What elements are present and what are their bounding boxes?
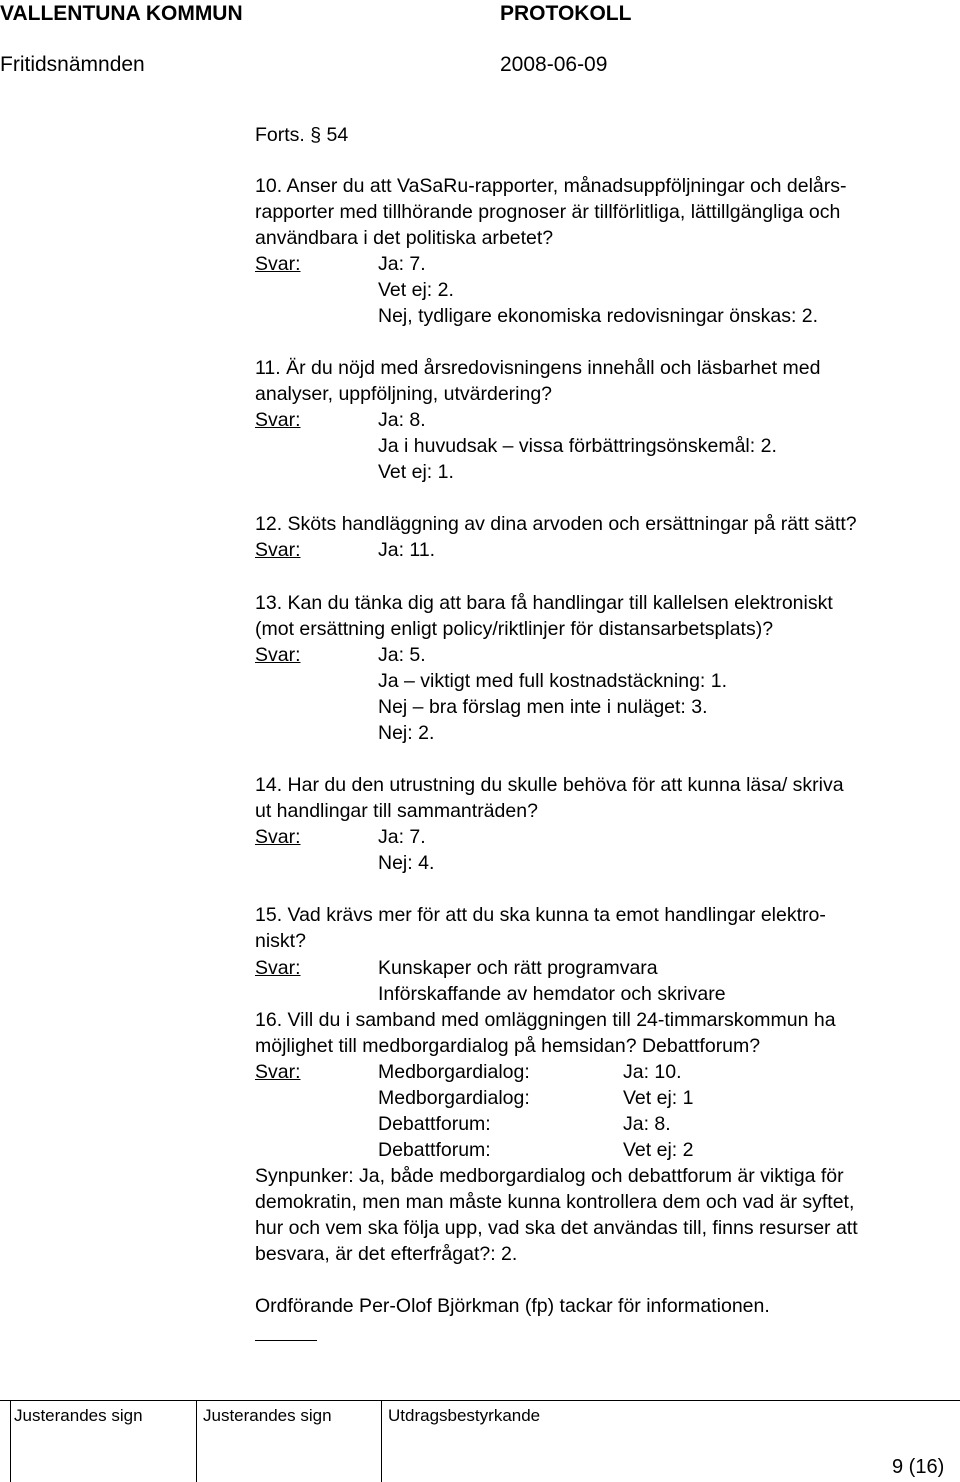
q16-row-label: Debattforum: (378, 1139, 491, 1161)
footer-extract: Utdragsbestyrkande (388, 1406, 541, 1425)
footer-cell-border (381, 1401, 382, 1482)
q12-text-line-1: 12. Sköts handläggning av dina arvoden och ersättningar på rätt sätt? (255, 513, 857, 535)
footer-sign-1: Justerandes sign (14, 1406, 143, 1425)
q11-text-line-2: analyser, uppföljning, utvärdering? (255, 383, 553, 405)
q13-answer-3: Nej – bra förslag men inte i nuläget: 3. (378, 696, 708, 718)
q15-text-line-2: niskt? (255, 930, 306, 952)
q10-svar-label: Svar: (255, 253, 301, 275)
footer-sign-2: Justerandes sign (203, 1406, 332, 1425)
section-continued: Forts. § 54 (255, 124, 349, 146)
q16-text-line-2: möjlighet till medborgardialog på hemsidan? Debattforum? (255, 1035, 761, 1057)
footer-cell-border (196, 1401, 197, 1482)
q15-answer-1: Kunskaper och rätt programvara (378, 957, 658, 979)
q14-text-line-1: 14. Har du den utrustning du skulle behöva för att kunna läsa/ skriva (255, 774, 844, 796)
comments-line-3: hur och vem ska följa upp, vad ska det användas till, finns resurser att (255, 1217, 858, 1239)
q13-svar-label: Svar: (255, 644, 301, 666)
committee-name: Fritidsnämnden (0, 53, 145, 76)
footer-rule (0, 1400, 960, 1401)
q13-answer-2: Ja – viktigt med full kostnadstäckning: 1. (378, 670, 728, 692)
q13-text-line-2: (mot ersättning enligt policy/riktlinjer för distansarbetsplats)? (255, 618, 774, 640)
q14-text-line-2: ut handlingar till sammanträden? (255, 800, 538, 822)
q13-text-line-1: 13. Kan du tänka dig att bara få handlingar till kallelsen elektroniskt (255, 592, 833, 614)
meeting-date: 2008-06-09 (500, 53, 608, 76)
q13-answer-1: Ja: 5. (378, 644, 426, 666)
q12-svar-label: Svar: (255, 539, 301, 561)
q12-answer-1: Ja: 11. (378, 539, 436, 561)
q16-row-label: Medborgardialog: (378, 1087, 530, 1109)
q14-answer-2: Nej: 4. (378, 852, 435, 874)
q10-text-line-2: rapporter med tillhörande prognoser är tillförlitliga, lättillgängliga och (255, 201, 841, 223)
q11-answer-2: Ja i huvudsak – vissa förbättringsönskemål: 2. (378, 435, 777, 457)
q15-text-line-1: 15. Vad krävs mer för att du ska kunna ta emot handlingar elektro- (255, 904, 826, 926)
q11-svar-label: Svar: (255, 409, 301, 431)
page-number: 9 (16) (892, 1456, 945, 1478)
q10-answer-1: Ja: 7. (378, 253, 426, 275)
q11-text-line-1: 11. Är du nöjd med årsredovisningens innehåll och läsbarhet med (255, 357, 821, 379)
q11-answer-3: Vet ej: 1. (378, 461, 454, 483)
q15-answer-2: Införskaffande av hemdator och skrivare (378, 983, 726, 1005)
comments-line-2: demokratin, men man måste kunna kontrollera dem och vad är syftet, (255, 1191, 855, 1213)
q10-text-line-3: användbara i det politiska arbetet? (255, 227, 554, 249)
q16-text-line-1: 16. Vill du i samband med omläggningen till 24-timmarskommun ha (255, 1009, 836, 1031)
q11-answer-1: Ja: 8. (378, 409, 426, 431)
q16-row-label: Debattforum: (378, 1113, 491, 1135)
q16-svar-label: Svar: (255, 1061, 301, 1083)
footer-cell-border (10, 1401, 11, 1482)
q16-row-label: Medborgardialog: (378, 1061, 530, 1083)
q16-row-value: Ja: 8. (623, 1113, 671, 1135)
q14-svar-label: Svar: (255, 826, 301, 848)
org-name: VALLENTUNA KOMMUN (0, 2, 243, 25)
q16-row-value: Vet ej: 2 (623, 1139, 694, 1161)
comments-line-1: Synpunker: Ja, både medborgardialog och debattforum är viktiga för (255, 1165, 844, 1187)
closing-divider (255, 1340, 317, 1341)
q13-answer-4: Nej: 2. (378, 722, 435, 744)
q16-row-value: Ja: 10. (623, 1061, 682, 1083)
comments-line-4: besvara, är det efterfrågat?: 2. (255, 1243, 518, 1265)
q16-row-value: Vet ej: 1 (623, 1087, 694, 1109)
q10-text-line-1: 10. Anser du att VaSaRu-rapporter, månadsuppföljningar och delårs- (255, 175, 847, 197)
q14-answer-1: Ja: 7. (378, 826, 426, 848)
q10-answer-3: Nej, tydligare ekonomiska redovisningar önskas: 2. (378, 305, 819, 327)
q10-answer-2: Vet ej: 2. (378, 279, 454, 301)
closing-statement: Ordförande Per-Olof Björkman (fp) tackar för informationen. (255, 1295, 770, 1317)
document-type: PROTOKOLL (500, 2, 632, 25)
q15-svar-label: Svar: (255, 957, 301, 979)
